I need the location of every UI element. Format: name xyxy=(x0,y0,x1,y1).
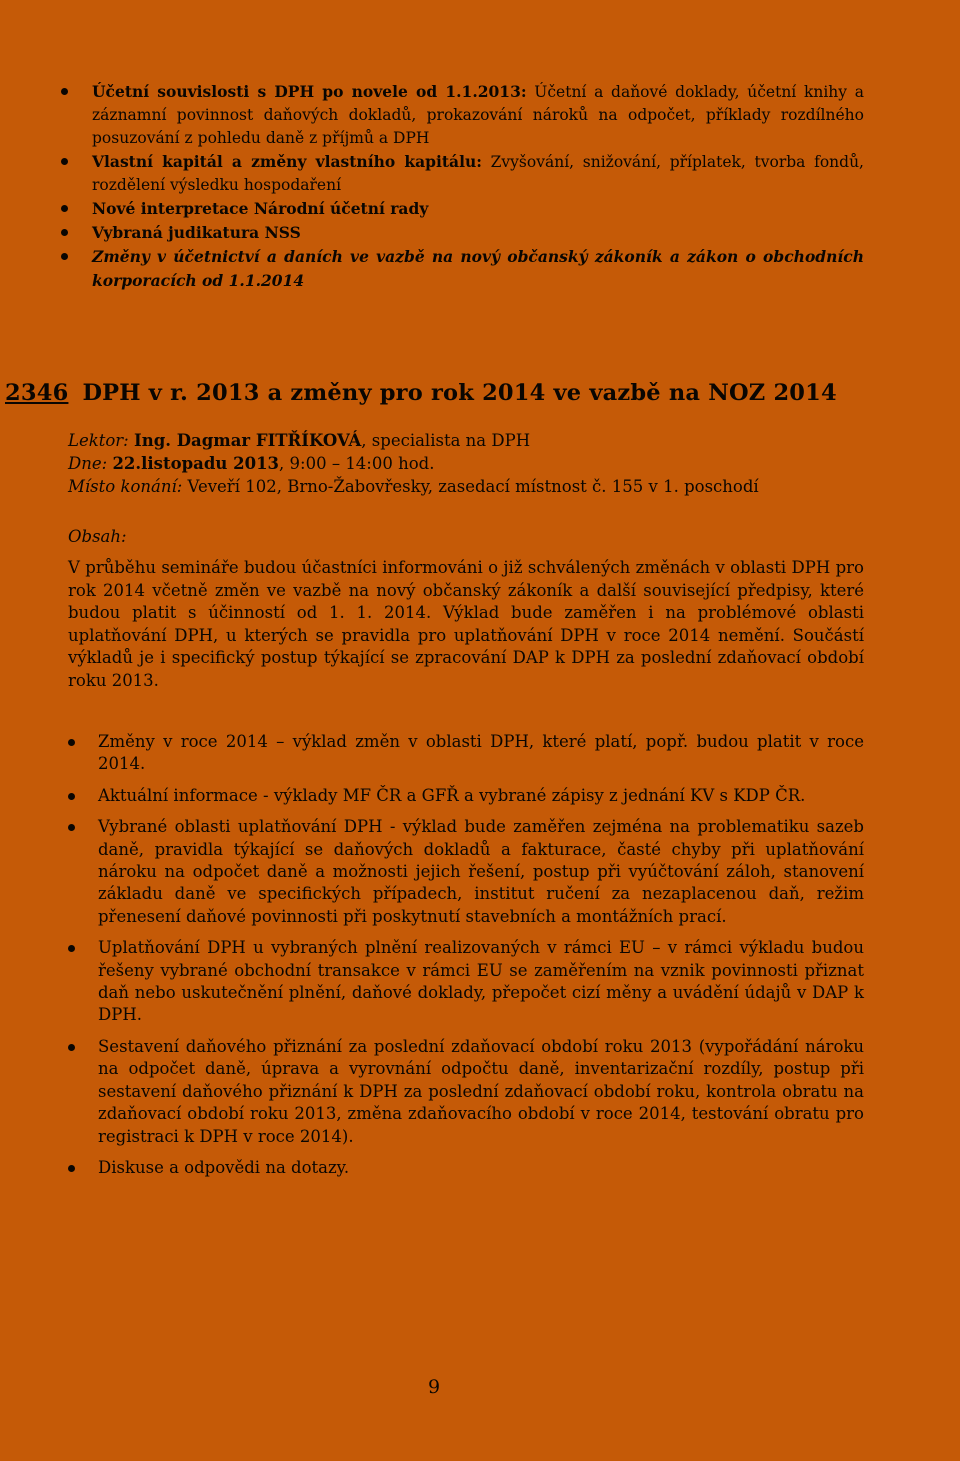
lector-label: Lektor: xyxy=(68,431,129,450)
course-title: DPH v r. 2013 a změny pro rok 2014 ve vazbě na NOZ 2014 xyxy=(82,380,837,406)
topic-bold: Změny v účetnictví a daních ve vazbě na nový občanský zákoník a zákon o obchodních korporacích od 1.1.2014 xyxy=(92,247,864,290)
program-item: Diskuse a odpovědi na dotazy. xyxy=(0,1157,960,1179)
topic-item xyxy=(0,150,960,197)
program-item: Uplatňování DPH u vybraných plnění realizovaných v rámci EU – v rámci výkladu budou řešeny vybrané obchodní transakce v rámci EU se zaměřením na vznik povinnosti přiznat daň nebo uskutečnění plnění, daňové doklady, přepočet cizí měny a uvádění údajů v DAP k DPH. xyxy=(0,937,960,1027)
place-line xyxy=(68,476,759,498)
topic-text: Účetní a daňové doklady, účetní knihy a záznamní povinnost daňových dokladů, prokazování nároků na odpočet, příklady rozdílného posuzování z pohledu daně z příjmů a DPH xyxy=(92,83,864,147)
topic-text: Zvyšování, snižování, příplatek, tvorba fondů, rozdělení výsledku hospodaření xyxy=(92,153,864,194)
date-value: 22.listopadu 2013 xyxy=(112,454,280,473)
program-item: Sestavení daňového přiznání za poslední zdaňovací období roku 2013 (vypořádání nároku na odpočet daně, úprava a vyrovnání odpočtu daně, inventarizační rozdíly, postup při sestavení daňového přiznání k DPH za poslední zdaňovací období roku, kontrola obratu na zdaňovací období roku 2013, změna zdaňovacího období v roce 2014, testování obratu pro registraci k DPH v roce 2014). xyxy=(0,1036,960,1148)
place-label: Místo konání: xyxy=(68,477,183,496)
course-heading xyxy=(5,380,837,406)
date-time: , 9:00 – 14:00 hod. xyxy=(279,454,435,473)
program-item: Aktuální informace - výklady MF ČR a GFŘ a vybrané zápisy z jednání KV s KDP ČR. xyxy=(0,785,960,807)
program-list xyxy=(0,731,960,1188)
date-line xyxy=(68,453,434,475)
program-item: Změny v roce 2014 – výklad změn v oblasti DPH, které platí, popř. budou platit v roce 2014. xyxy=(0,731,960,776)
topic-bold: Vybraná judikatura NSS xyxy=(92,223,301,242)
topic-item xyxy=(0,80,960,150)
content-label: Obsah: xyxy=(68,527,127,546)
place-value: Veveří 102, Brno-Žabovřesky, zasedací místnost č. 155 v 1. poschodí xyxy=(182,477,759,496)
program-item: Vybrané oblasti uplatňování DPH - výklad bude zaměřen zejména na problematiku sazeb daně, pravidla týkající se daňových dokladů a fakturace, časté chyby při uplatňování nároku na odpočet daně a možnosti jejich řešení, postup při vyúčtování záloh, stanovení základu daně ve specifických případech, institut ručení za nezaplacenou daň, režim přenesení daňové povinnosti při poskytnutí stavebních a montážních prací. xyxy=(0,816,960,928)
topic-item xyxy=(0,221,960,245)
topic-item xyxy=(0,245,960,293)
course-number: 2346 xyxy=(5,380,69,406)
description-text: V průběhu semináře budou účastníci informováni o již schválených změnách v oblasti DPH pro rok 2014 včetně změn ve vazbě na nový občanský zákoník a další související předpisy, které budou platit s účinností od 1. 1. 2014. Výklad bude zaměřen i na problémové oblasti uplatňování DPH, u kterých se pravidla pro uplatňování DPH v roce 2014 nemění. Součástí výkladů je i specifický postup týkající se zpracování DAP k DPH za poslední zdaňovací období roku 2013. xyxy=(68,558,864,690)
topic-bold: Účetní souvislosti s DPH po novele od 1.1.2013: xyxy=(92,82,527,101)
topic-bold: Nové interpretace Národní účetní rady xyxy=(92,199,429,218)
topic-item xyxy=(0,197,960,221)
lector-role: , specialista na DPH xyxy=(361,431,531,450)
course-description xyxy=(68,557,864,693)
top-topic-list xyxy=(0,80,960,293)
lector-name: Ing. Dagmar FITŘÍKOVÁ xyxy=(133,431,362,450)
date-label: Dne: xyxy=(68,454,108,473)
page-number: 9 xyxy=(428,1376,441,1398)
topic-bold: Vlastní kapitál a změny vlastního kapitálu: xyxy=(92,152,482,171)
lector-line xyxy=(68,430,530,452)
